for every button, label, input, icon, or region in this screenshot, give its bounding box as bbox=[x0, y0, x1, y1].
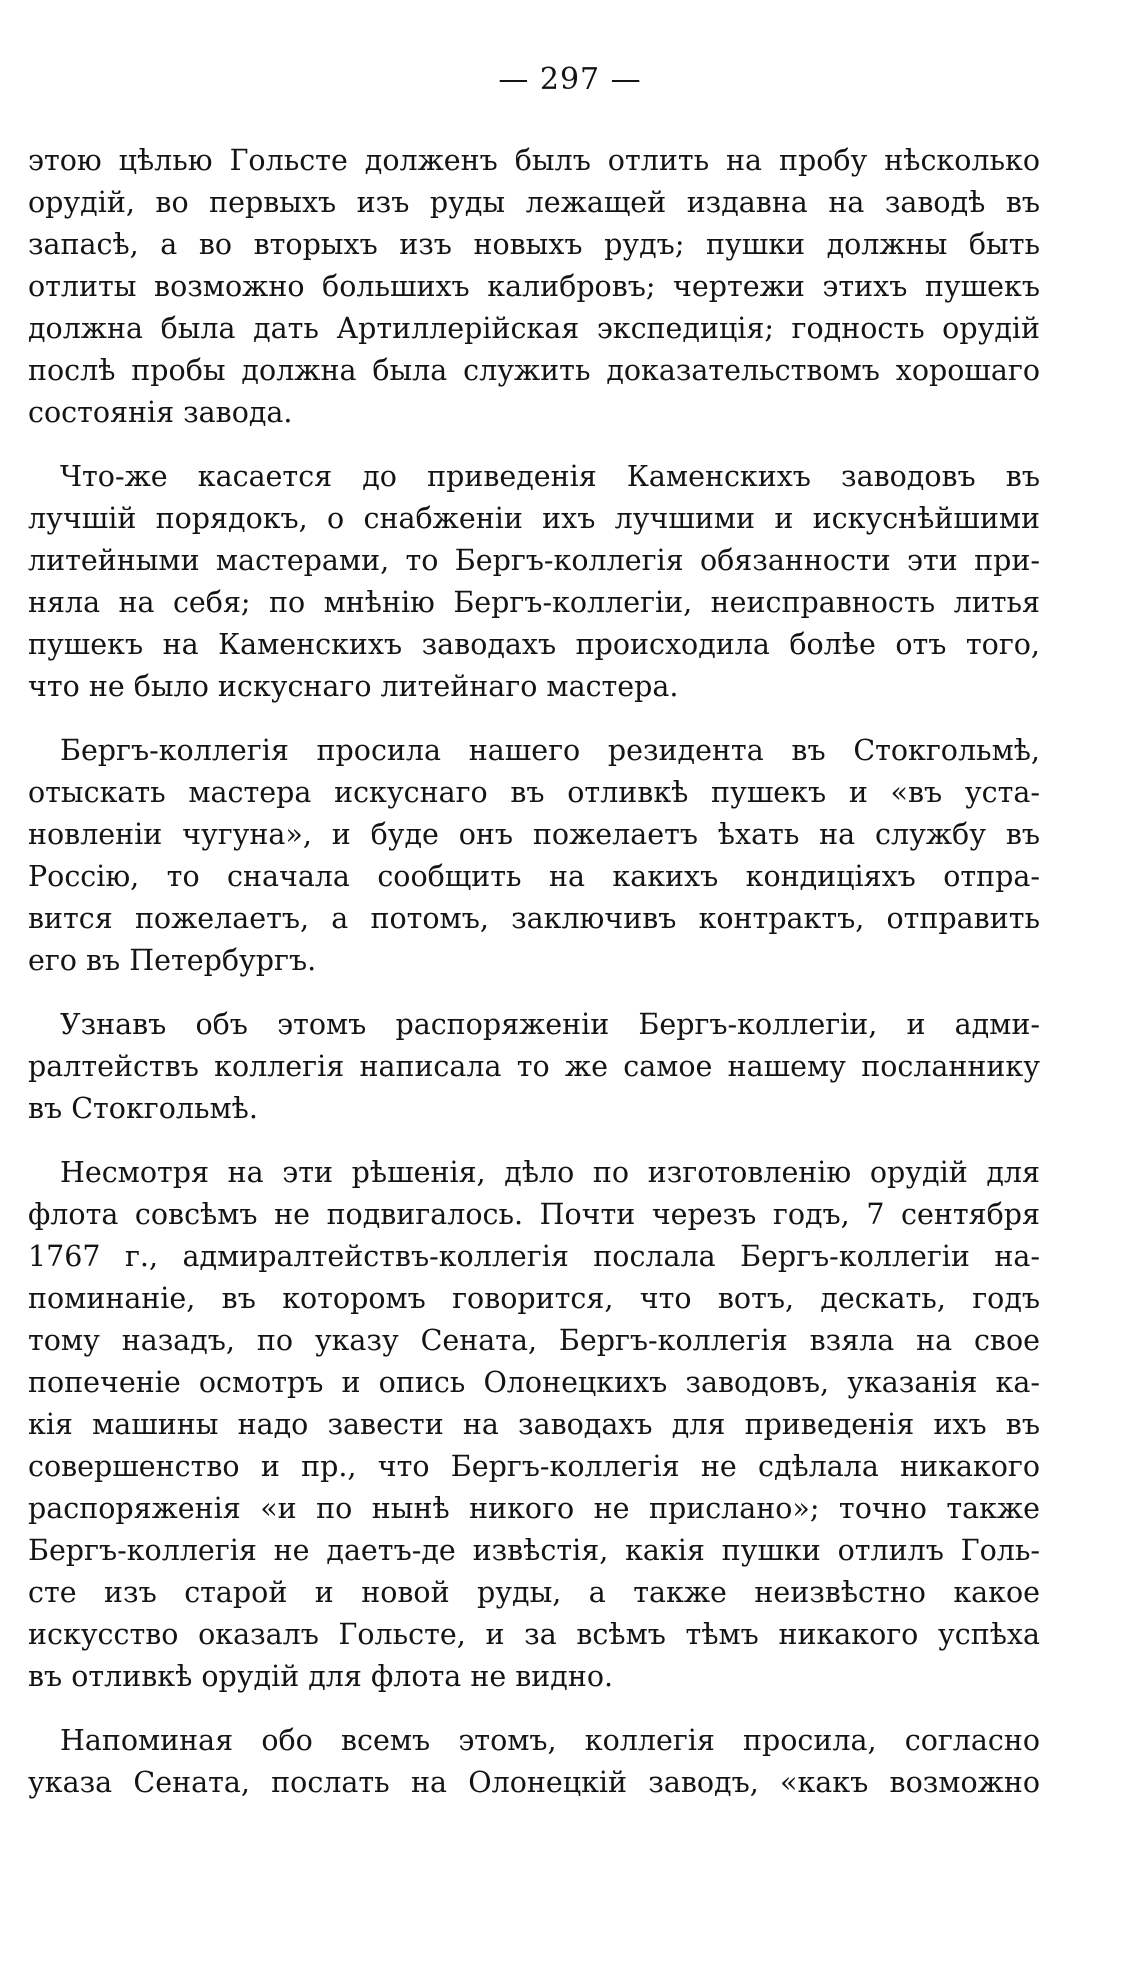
text-line: совершенство и пр., что Бергъ-коллегія не сдѣлала никакого bbox=[28, 1450, 1040, 1483]
text-line: должна была дать Артиллерійская экспедиція; годность орудій bbox=[28, 312, 1040, 345]
text-line: кія машины надо завести на заводахъ для приведенія ихъ въ bbox=[28, 1408, 1040, 1441]
text-line: няла на себя; по мнѣнію Бергъ-коллегіи, неисправность литья bbox=[28, 586, 1040, 619]
text-line: Несмотря на эти рѣшенія, дѣло по изготовленію орудій для bbox=[60, 1156, 1040, 1189]
text-line: Узнавъ объ этомъ распоряженіи Бергъ-коллегіи, и адми- bbox=[60, 1008, 1040, 1041]
text-line: лучшій порядокъ, о снабженіи ихъ лучшими и искуснѣйшими bbox=[28, 502, 1040, 535]
text-line: отлиты возможно большихъ калибровъ; чертежи этихъ пушекъ bbox=[28, 270, 1040, 303]
text-line: что не было искуснаго литейнаго мастера. bbox=[28, 670, 679, 703]
text-line: тому назадъ, по указу Сената, Бергъ-коллегія взяла на свое bbox=[28, 1324, 1040, 1357]
text-line: отыскать мастера искуснаго въ отливкѣ пушекъ и «въ уста- bbox=[28, 776, 1040, 809]
text-line: литейными мастерами, то Бергъ-коллегія обязанности эти при- bbox=[28, 544, 1040, 577]
text-line: Россію, то сначала сообщить на какихъ кондиціяхъ отпра- bbox=[28, 860, 1040, 893]
text-line: орудій, во первыхъ изъ руды лежащей издавна на заводѣ въ bbox=[28, 186, 1040, 219]
text-line: попеченіе осмотръ и опись Олонецкихъ заводовъ, указанія ка- bbox=[28, 1366, 1040, 1399]
page-number-header: — 297 — bbox=[498, 62, 642, 97]
text-line: ралтействъ коллегія написала то же самое нашему посланнику bbox=[28, 1050, 1040, 1083]
text-line: пушекъ на Каменскихъ заводахъ происходила болѣе отъ того, bbox=[28, 628, 1040, 661]
text-line: Напоминая обо всемъ этомъ, коллегія просила, согласно bbox=[60, 1724, 1040, 1757]
text-line: Бергъ-коллегія не даетъ-де извѣстія, какія пушки отлилъ Голь- bbox=[28, 1534, 1040, 1567]
text-line: послѣ пробы должна была служить доказательствомъ хорошаго bbox=[28, 354, 1040, 387]
text-line: искусство оказалъ Гольсте, и за всѣмъ тѣмъ никакого успѣха bbox=[28, 1618, 1040, 1651]
text-line: сте изъ старой и новой руды, а также неизвѣстно какое bbox=[28, 1576, 1040, 1609]
text-line: флота совсѣмъ не подвигалось. Почти черезъ годъ, 7 сентября bbox=[28, 1198, 1040, 1231]
text-line: вится пожелаетъ, а потомъ, заключивъ контрактъ, отправить bbox=[28, 902, 1040, 935]
text-line: запасѣ, а во вторыхъ изъ новыхъ рудъ; пушки должны быть bbox=[28, 228, 1040, 261]
text-line: этою цѣлью Гольсте долженъ былъ отлить на пробу нѣсколько bbox=[28, 144, 1040, 177]
text-line: его въ Петербургъ. bbox=[28, 944, 317, 977]
text-line: 1767 г., адмиралтействъ-коллегія послала Бергъ-коллегіи на- bbox=[28, 1240, 1040, 1273]
text-line: въ отливкѣ орудій для флота не видно. bbox=[28, 1660, 614, 1693]
text-line: состоянія завода. bbox=[28, 396, 293, 429]
text-line: распоряженія «и по нынѣ никого не прислано»; точно также bbox=[28, 1492, 1040, 1525]
text-line: поминаніе, въ которомъ говорится, что вотъ, дескать, годъ bbox=[28, 1282, 1040, 1315]
text-line: Бергъ-коллегія просила нашего резидента въ Стокгольмѣ, bbox=[60, 734, 1040, 767]
text-line: указа Сената, послать на Олонецкій заводъ, «какъ возможно bbox=[28, 1766, 1040, 1799]
text-line: въ Стокгольмѣ. bbox=[28, 1092, 258, 1125]
text-line: новленіи чугуна», и буде онъ пожелаетъ ѣхать на службу въ bbox=[28, 818, 1040, 851]
text-line: Что-же касается до приведенія Каменскихъ заводовъ въ bbox=[60, 460, 1040, 493]
